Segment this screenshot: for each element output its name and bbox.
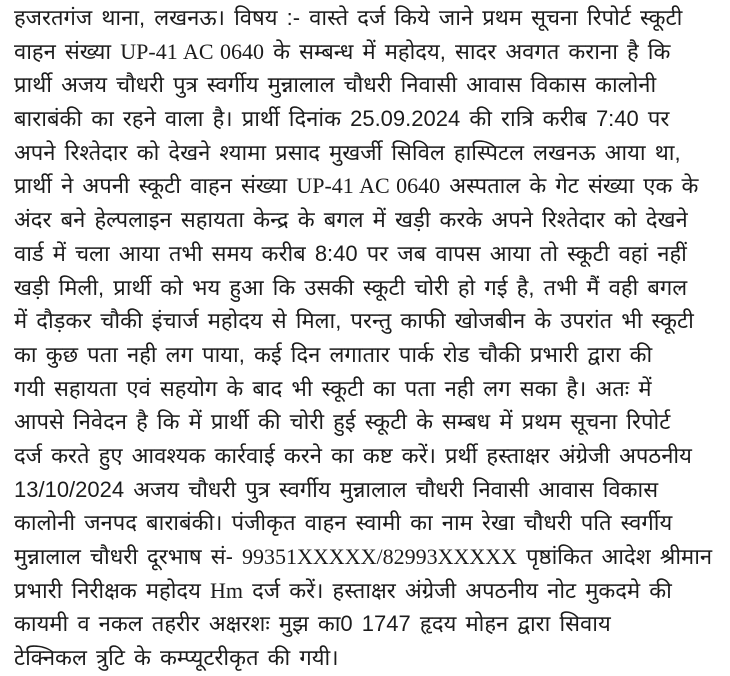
devanagari-text-segment: प्रार्थी ने अपनी स्कूटी वाहन संख्या <box>14 173 297 199</box>
text-line <box>14 405 714 439</box>
devanagari-text-segment: के सम्बन्ध में महोदय, सादर अवगत कराना है कि <box>264 38 671 64</box>
text-line <box>14 271 714 305</box>
devanagari-text-segment: टेक्निकल त्रुटि के कम्प्यूटरीकृत की गयी। <box>14 645 339 671</box>
devanagari-text-segment: कालोनी जनपद बाराबंकी। पंजीकृत वाहन स्वामी का नाम रेखा चौधरी पति स्वर्गीय <box>14 510 673 536</box>
text-line <box>14 641 714 675</box>
text-line <box>14 237 714 271</box>
devanagari-text-segment: मुन्नालाल चौधरी दूरभाष सं- <box>14 544 243 569</box>
latin-text-segment: 99351XXXXX/82993XXXXX <box>242 544 518 569</box>
latin-text-segment: Hm <box>209 577 243 603</box>
text-line <box>14 372 714 406</box>
text-line <box>14 169 714 203</box>
text-line <box>14 304 714 338</box>
devanagari-text-segment: खड़ी मिली, प्रार्थी को भय हुआ कि उसकी स्कूटी चोरी हो गई है, तभी मैं वही बगल <box>14 274 688 300</box>
latin-text-segment: UP-41 AC 0640 <box>120 38 265 64</box>
devanagari-text-segment: वार्ड में चला आया तभी समय करीब 8:40 पर जब वापस आया तो स्कूटी वहां नहीं <box>14 240 687 266</box>
text-line <box>14 607 714 641</box>
text-line <box>14 136 714 170</box>
devanagari-text-segment: आपसे निवेदन है कि में प्रार्थी की चोरी हुई स्कूटी के सम्बध में प्रथम सूचना रिपोर्ट <box>14 409 671 435</box>
text-line <box>14 338 714 372</box>
devanagari-text-segment: बाराबंकी का रहने वाला है। प्रार्थी दिनांक 25.09.2024 की रात्रि करीब 7:40 पर <box>14 106 670 132</box>
devanagari-text-segment: पृष्ठांकित आदेश श्रीमान <box>517 544 713 569</box>
text-line <box>14 439 714 473</box>
text-line <box>14 35 714 69</box>
devanagari-text-segment: अपने रिश्तेदार को देखने श्यामा प्रसाद मुखर्जी सिविल हास्पिटल लखनऊ आया था, <box>14 139 681 165</box>
devanagari-text-segment: दर्ज करें। हस्ताक्षर अंग्रेजी अपठनीय नोट मुकदमे की <box>242 577 672 603</box>
devanagari-text-segment: अस्पताल के गेट संख्या एक के <box>440 173 699 199</box>
text-line <box>14 574 714 608</box>
text-line <box>14 506 714 540</box>
text-line <box>14 473 714 507</box>
devanagari-text-segment: प्रभारी निरीक्षक महोदय <box>14 577 210 603</box>
devanagari-text-segment: 13/10/2024 अजय चौधरी पुत्र स्वर्गीय मुन्नालाल चौधरी निवासी आवास विकास <box>14 476 659 502</box>
text-line <box>14 102 714 136</box>
devanagari-text-segment: अंदर बने हेल्पलाइन सहायता केन्द्र के बगल में खड़ी करके अपने रिश्तेदार को देखने <box>14 207 688 233</box>
text-line <box>14 540 714 574</box>
text-line <box>14 203 714 237</box>
devanagari-text-segment: वाहन संख्या <box>14 38 121 64</box>
devanagari-text-segment: में दौड़कर चौकी इंचार्ज महोदय से मिला, परन्तु काफी खोजबीन के उपरांत भी स्कूटी <box>14 308 694 334</box>
text-line <box>14 1 714 35</box>
latin-text-segment: UP-41 AC 0640 <box>296 173 441 199</box>
devanagari-text-segment: दर्ज करते हुए आवश्यक कार्रवाई करने का कष्ट करें। प्रर्थी हस्ताक्षर अंग्रेजी अपठनीय <box>14 442 692 468</box>
devanagari-text-segment: कायमी व नकल तहरीर अक्षरशः मुझ का0 1747 हृदय मोहन द्वारा सिवाय <box>14 611 611 637</box>
devanagari-text-segment: हजरतगंज थाना, लखनऊ। विषय :- वास्ते दर्ज किये जाने प्रथम सूचना रिपोर्ट स्कूटी <box>14 5 683 30</box>
devanagari-text-segment: गयी सहायता एवं सहयोग के बाद भी स्कूटी का पता नही लग सका है। अतः में <box>14 375 652 401</box>
devanagari-text-segment: का कुछ पता नही लग पाया, कई दिन लगातार पार्क रोड चौकी प्रभारी द्वारा की <box>14 341 653 367</box>
text-line <box>14 68 714 102</box>
devanagari-text-segment: प्रार्थी अजय चौधरी पुत्र स्वर्गीय मुन्नालाल चौधरी निवासी आवास विकास कालोनी <box>14 72 657 98</box>
